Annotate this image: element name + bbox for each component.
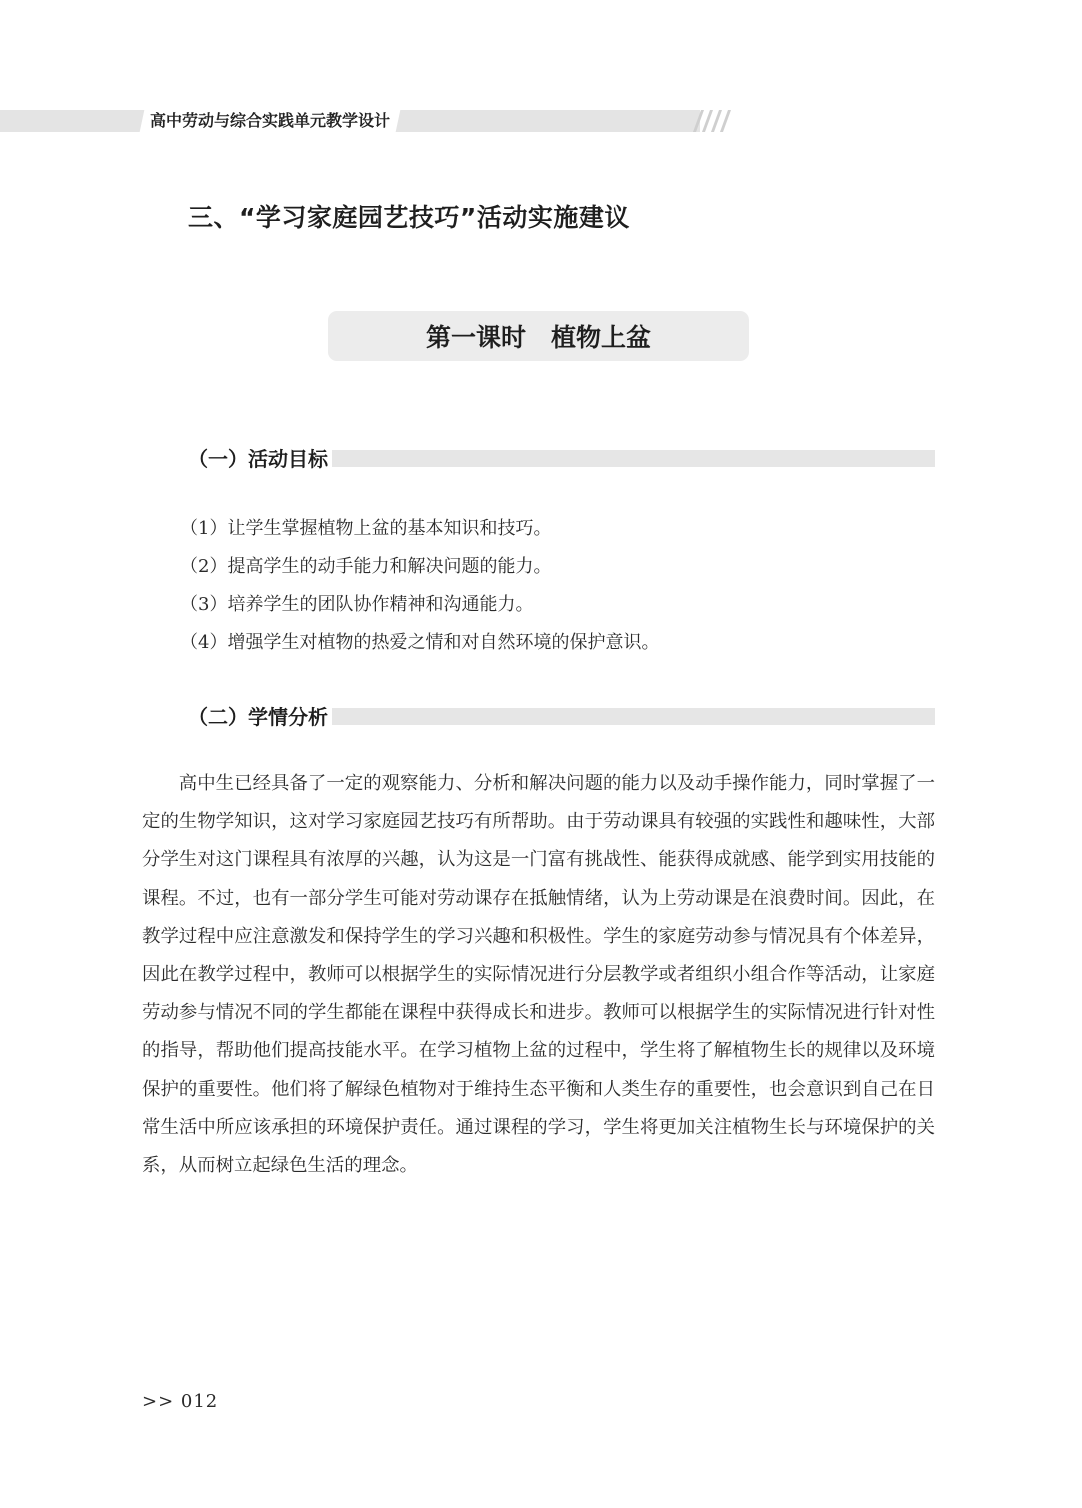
objectives-list [180,510,659,662]
running-header [140,110,401,132]
list-item: （3）培养学生的团队协作精神和沟通能力。 [180,594,534,615]
analysis-heading [188,703,935,733]
list-item: （1）让学生掌握植物上盆的基本知识和技巧。 [180,518,552,539]
header-slash-decoration [697,110,727,132]
objectives-heading-label: （一）活动目标 [188,445,332,473]
section-title: 三、“学习家庭园艺技巧”活动实施建议 [188,203,630,232]
list-item: （2）提高学生的动手能力和解决问题的能力。 [180,556,552,577]
lesson-title-box: 第一课时 植物上盆 [328,311,749,361]
analysis-heading-label: （二）学情分析 [188,703,332,731]
list-item: （4）增强学生对植物的热爱之情和对自然环境的保护意识。 [180,632,660,653]
running-header-text: 高中劳动与综合实践单元教学设计 [150,111,391,130]
analysis-paragraph: 高中生已经具备了一定的观察能力、分析和解决问题的能力以及动手操作能力，同时掌握了一定的生物学知识，这对学习家庭园艺技巧有所帮助。由于劳动课具有较强的实践性和趣味性，大部分学生对这门课程具有浓厚的兴趣，认为这是一门富有挑战性、能获得成就感、能学到实用技能的课程。不过，也有一部分学生可能对劳动课存在抵触情绪，认为上劳动课是在浪费时间。因此，在教学过程中应注意激发和保持学生的学习兴趣和积极性。学生的家庭劳动参与情况具有个体差异，因此在教学过程中，教师可以根据学生的实际情况进行分层教学或者组织小组合作等活动，让家庭劳动参与情况不同的学生都能在课程中获得成长和进步。教师可以根据学生的实际情况进行针对性的指导，帮助他们提高技能水平。在学习植物上盆的过程中，学生将了解植物生长的规律以及环境保护的重要性。他们将了解绿色植物对于维持生态平衡和人类生存的重要性，也会意识到自己在日常生活中所应该承担的环境保护责任。通过课程的学习，学生将更加关注植物生长与环境保护的关系，从而树立起绿色生活的理念。 [142,773,935,1177]
objectives-heading [188,445,935,475]
page-number: >> 012 [142,1391,219,1412]
